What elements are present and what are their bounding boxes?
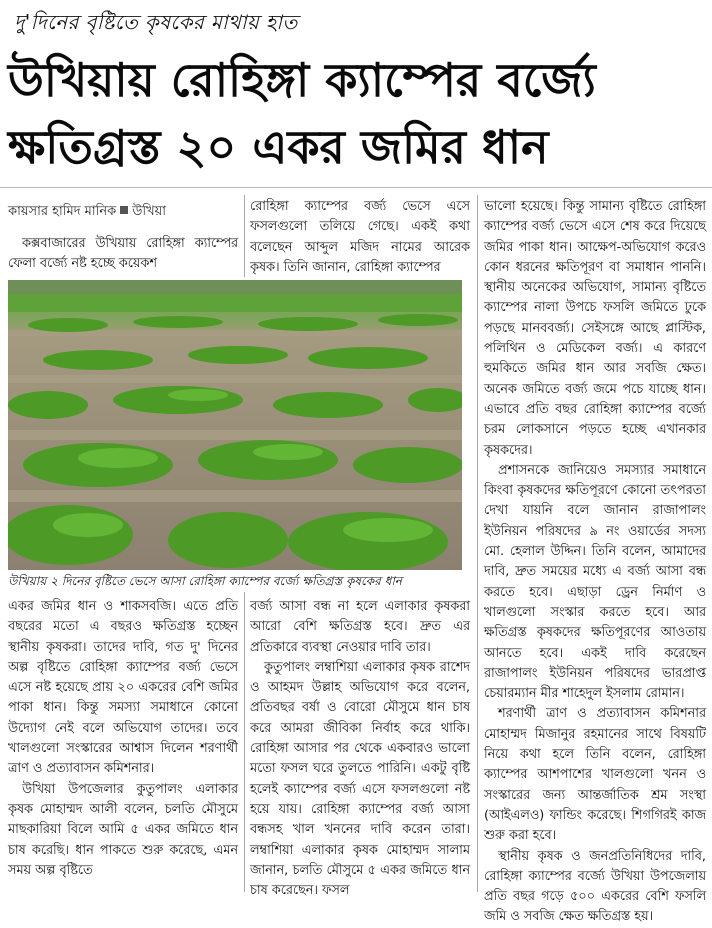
rice-field-photo: [8, 280, 462, 570]
paragraph: প্রশাসনকে জানিয়েও সমস্যার সমাধানে কিংবা কৃষকদের ক্ষতিপূরণে কোনো তৎপরতা দেখা যায়নি বলে জানান রাজাপালং ইউনিয়ন পরিষদের ৯ নং ওয়ার্ডের সদস্য মো. হেলাল উদ্দিন। তিনি বলেন, আমাদের দাবি, দ্রুত সময়ের মধ্যে এ বর্জ্য আসা বন্ধ করতে হবে। এছাড়া ড্রেন নির্মাণ ও খালগুলো সংস্কার করতে হবে। আর ক্ষতিগ্রস্ত কৃষকদের ক্ষতিপূরণের আওতায় আনতে হবে। একই দাবি করেছেন রাজাপালং ইউনিয়ন পরিষদের ভারপ্রাপ্ত চেয়ারম্যান মীর শাহেদুল ইসলাম রোমান।: [484, 462, 706, 702]
paragraph: কক্সবাজারের উখিয়ায় রোহিঙ্গা ক্যাম্পের ফেলা বর্জ্যে নষ্ট হচ্ছে কয়েকশ: [8, 236, 238, 272]
column-2-top: [250, 197, 470, 278]
paragraph: বর্জ্য আসা বন্ধ না হলে এলাকার কৃষকরা আরো বেশি ক্ষতিগ্রস্ত হবে। দ্রুত এর প্রতিকারে ব্যবস্থা নেওয়ার দাবি তার।: [250, 599, 470, 655]
headline-line-1: উখিয়ায় রোহিঙ্গা ক্যাম্পের বর্জ্যে: [8, 53, 596, 107]
byline-author: কায়সার হামিদ মানিক: [8, 204, 117, 219]
headline-rule: [0, 187, 712, 188]
column-divider: [244, 592, 245, 892]
column-1-bottom: [8, 597, 238, 881]
column-divider: [477, 195, 478, 892]
byline-location: উখিয়া: [132, 204, 167, 219]
paragraph: ভালো হয়েছে। কিন্তু সামান্য বৃষ্টিতে রোহিঙ্গা ক্যাম্পের বর্জ্য ভেসে এসে শেষ করে দিয়েছে জমির পাকা ধান। আক্ষেপ-অভিযোগ করেও কোন ধরনের ক্ষতিপূরণ বা সমাধান পাননি। স্থানীয় অনেকের অভিযোগ, সামান্য বৃষ্টিতে ক্যাম্পের নালা উপচে ফসলি জমিতে ঢুকে পড়ছে মানববর্জ্য। সেইসঙ্গে আছে প্লাস্টিক, পলিথিন ও মেডিকেল বর্জ্য। এ কারণে হুমকিতে জমির ধান আর সবজি ক্ষেত। অনেক জমিতে বর্জ্য জমে পচে যাচ্ছে ধান। এভাবে প্রতি বছর রোহিঙ্গা ক্যাম্পের বর্জ্যে চরম লোকসানে পড়তে হচ্ছে এখানকার কৃষকদের।: [484, 199, 706, 458]
photo-caption: উখিয়ায় ২ দিনের বৃষ্টিতে ভেসে আসা রোহিঙ্গা ক্যাম্পের বর্জ্যে ক্ষতিগ্রস্ত কৃষকের ধান: [8, 574, 402, 588]
paragraph: একর জমির ধান ও শাকসবজি। এতে প্রতি বছরের মতো এ বছরও ক্ষতিগ্রস্ত হচ্ছেন স্থানীয় কৃষকরা। তাদের দাবি, গত দু' দিনের অল্প বৃষ্টিতে রোহিঙ্গা ক্যাম্পের বর্জ্য ভেসে এসে নষ্ট হয়েছে প্রায় ২০ একরের বেশি জমির পাকা ধান। কিন্তু সমস্যা সমাধানে কোনো উদ্যোগ নেই বলে অভিযোগ তাদের। তবে খালগুলো সংস্কারের আশ্বাস দিলেন শরণার্থী ত্রাণ ও প্রত্যাবাসন কমিশনার।: [8, 599, 238, 777]
byline: [8, 202, 238, 223]
paragraph: শরণার্থী ত্রাণ ও প্রত্যাবাসন কমিশনার মোহাম্মদ মিজানুর রহমানের সাথে বিষয়টি নিয়ে কথা হলে তিনি বলেন, রোহিঙ্গা ক্যাম্পের আশপাশের খালগুলো খনন ও সংস্কারের জন্য আন্তর্জাতিক শ্রম সংস্থা (আইএলও) ফান্ডিং করেছে। শিগগিরই কাজ শুরু করা হবে।: [484, 706, 706, 844]
column-1-top: [8, 234, 238, 275]
column-3: [484, 197, 706, 928]
paragraph: রোহিঙ্গা ক্যাম্পের বর্জ্য ভেসে এসে ফসলগুলো তলিয়ে গেছে। একই কথা বলেছেন আব্দুল মজিদ নামের আরেক কৃষক। তিনি জানান, রোহিঙ্গা ক্যাম্পের: [250, 199, 470, 275]
column-2-bottom: [250, 597, 470, 901]
headline-line-2: ক্ষতিগ্রস্ত ২০ একর জমির ধান: [8, 120, 549, 174]
paragraph: স্থানীয় কৃষক ও জনপ্রতিনিধিদের দাবি, রোহিঙ্গা ক্যাম্পের বর্জ্যে উখিয়া উপজেলায় প্রতি বছর গড়ে ৫০০ একরের বেশি ফসলি জমি ও সবজি ক্ষেত ক্ষতিগ্রস্ত হয়।: [484, 848, 706, 925]
separator-square-icon: [120, 206, 128, 214]
paragraph: কুতুপালং লম্বাশিয়া এলাকার কৃষক রাশেদ ও আহমদ উল্লাহ অভিযোগ করে বলেন, প্রতিবছর বর্ষা ও বোরো মৌসুমে ধান চাষ করে আমরা জীবিকা নির্বাহ করে থাকি। রোহিঙ্গা আসার পর থেকে একবারও ভালো মতো ফসল ঘরে তুলতে পারিনি। একটু বৃষ্টি হলেই ক্যাম্পের বর্জ্য এসে ফসলগুলো নষ্ট হয়ে যায়। রোহিঙ্গা ক্যাম্পের বর্জ্য আসা বন্ধসহ খাল খননের দাবি করেন তারা। লম্বাশিয়া এলাকার কৃষক মোহাম্মদ সালাম জানান, চলতি মৌসুমে ৫ একর জমিতে ধান চাষ করেছেন। ফসল: [250, 659, 470, 899]
kicker: দু'দিনের বৃষ্টিতে কৃষকের মাথায় হাত: [14, 10, 298, 34]
paragraph: উখিয়া উপজেলার কুতুপালং এলাকার কৃষক মোহাম্মদ আলী বলেন, চলতি মৌসুমে মাছকারিয়া বিলে আমি ৫ একর জমিতে ধান চাষ করেছি। ধান পাকতে শুরু করেছে, এমন সময় অল্প বৃষ্টিতে: [8, 781, 238, 878]
column-divider: [244, 195, 245, 277]
